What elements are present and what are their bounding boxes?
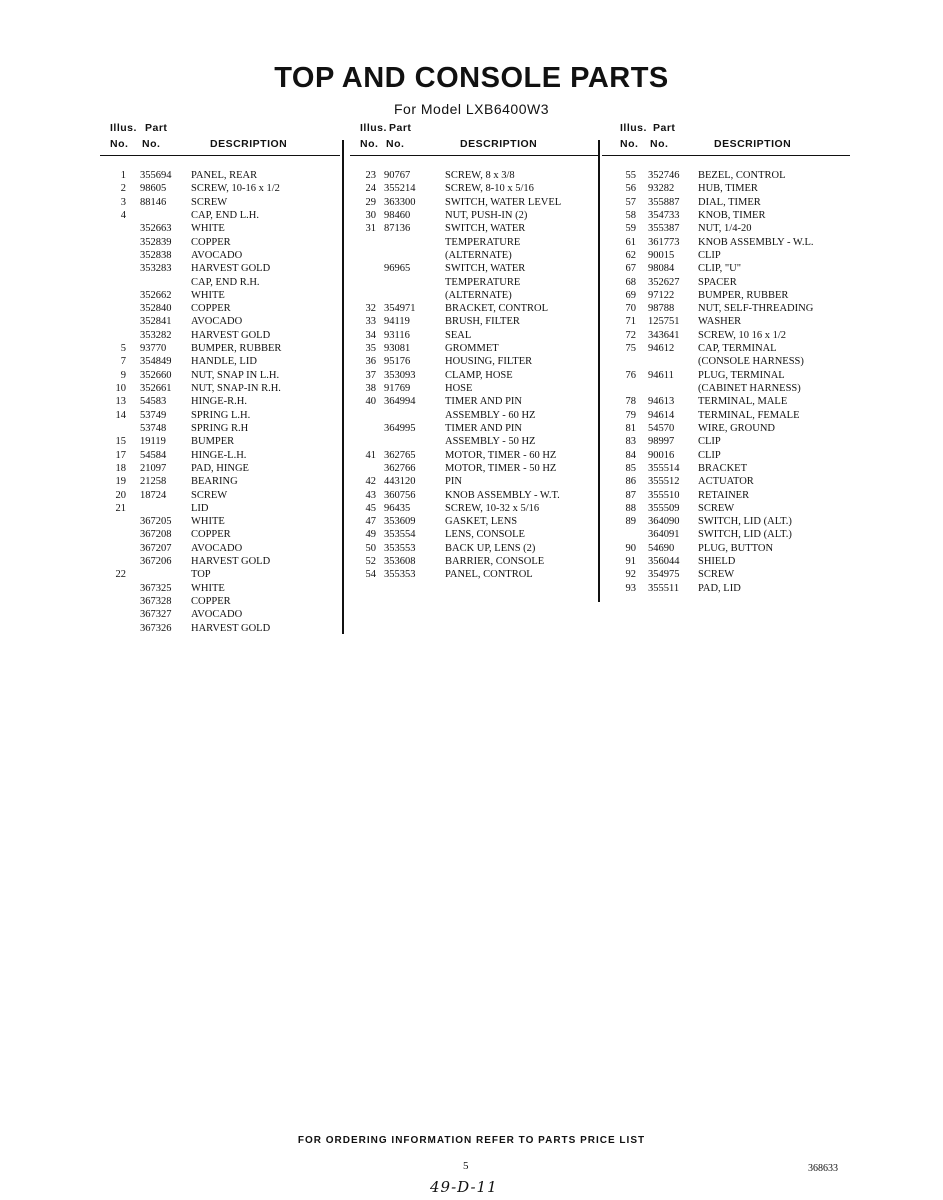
illus-number: 2: [120, 183, 126, 195]
part-number: 96435: [384, 502, 411, 514]
part-description: HINGE-L.H.: [191, 449, 247, 461]
part-description: NUT, 1/4-20: [698, 223, 752, 235]
part-description: TERMINAL, FEMALE: [698, 409, 800, 421]
illus-number: 24: [365, 183, 376, 195]
illus-number: 9: [120, 369, 126, 381]
part-number: 354975: [648, 569, 680, 581]
part-description: SPACER: [698, 276, 737, 288]
part-description: HINGE-R.H.: [191, 396, 247, 408]
part-number: 352627: [648, 276, 680, 288]
illus-number: 15: [115, 436, 126, 448]
header-part-no: No.: [142, 138, 161, 150]
illus-number: 85: [625, 462, 636, 474]
illus-number: 68: [625, 276, 636, 288]
header-part: Part: [145, 122, 168, 134]
illus-number: 23: [365, 170, 376, 181]
part-description: HARVEST GOLD: [191, 263, 271, 275]
part-number: 354733: [648, 209, 680, 221]
part-number: 355694: [140, 170, 172, 181]
part-number: 98460: [384, 209, 411, 221]
part-number: 355512: [648, 476, 680, 488]
header-illus: Illus.: [110, 122, 137, 134]
illus-number: 36: [365, 356, 376, 368]
illus-number: 87: [625, 489, 636, 501]
illus-number: 62: [625, 249, 636, 261]
illus-number: 21: [115, 502, 126, 514]
part-number: 93081: [384, 343, 411, 355]
part-description: ASSEMBLY - 50 HZ: [445, 436, 536, 448]
part-number: 353608: [384, 556, 416, 568]
part-description: DIAL, TIMER: [698, 196, 761, 208]
part-number: 355509: [648, 502, 680, 514]
part-number: 367325: [140, 582, 172, 594]
part-description: CLIP: [698, 436, 721, 448]
model-subtitle: For Model LXB6400W3: [393, 101, 550, 117]
header-description: DESCRIPTION: [714, 138, 792, 150]
part-description: TIMER AND PIN: [445, 422, 523, 434]
part-number: 91769: [384, 383, 411, 394]
illus-number: 1: [120, 170, 126, 181]
part-description: WHITE: [191, 582, 225, 594]
part-description: SWITCH, LID (ALT.): [698, 529, 792, 541]
illus-number: 33: [365, 316, 376, 328]
column-divider: [598, 140, 600, 602]
part-description: ASSEMBLY - 60 HZ: [445, 409, 536, 421]
illus-number: 30: [365, 209, 376, 221]
part-description: AVOCADO: [191, 542, 243, 554]
part-description: SCREW, 10-16 x 1/2: [191, 183, 280, 195]
part-number: 352840: [140, 303, 172, 315]
part-number: 94613: [648, 396, 675, 408]
part-description: LID: [191, 502, 209, 514]
part-description: BEARING: [191, 476, 238, 488]
part-number: 353093: [384, 369, 416, 381]
illus-number: 90: [625, 542, 636, 554]
part-number: 90016: [648, 449, 675, 461]
part-description: GROMMET: [445, 343, 499, 355]
illus-number: 19: [115, 476, 126, 488]
part-number: 87136: [384, 223, 411, 235]
part-description: BACK UP, LENS (2): [445, 542, 536, 554]
part-description: GASKET, LENS: [445, 516, 518, 528]
illus-number: 57: [625, 196, 636, 208]
illus-number: 61: [625, 236, 636, 248]
part-number: 352662: [140, 289, 172, 301]
part-number: 356044: [648, 556, 680, 568]
part-description: TERMINAL, MALE: [698, 396, 788, 408]
part-number: 98997: [648, 436, 675, 448]
part-description: WHITE: [191, 223, 225, 235]
illus-number: 43: [365, 489, 376, 501]
part-description: HANDLE, LID: [191, 356, 257, 368]
illus-number: 84: [625, 449, 636, 461]
illus-number: 88: [625, 502, 636, 514]
illus-number: 10: [115, 383, 126, 394]
header-rule: [350, 155, 600, 156]
part-number: 367328: [140, 596, 172, 607]
illus-number: 92: [625, 569, 636, 581]
illus-number: 4: [120, 209, 126, 221]
page-title: TOP AND CONSOLE PARTS: [274, 62, 669, 94]
illus-number: 32: [365, 303, 376, 315]
illus-number: 91: [625, 556, 636, 568]
part-number: 367205: [140, 516, 172, 528]
part-description: KNOB, TIMER: [698, 209, 766, 221]
illus-number: 54: [365, 569, 376, 581]
illus-number: 29: [365, 196, 376, 208]
part-number: 352838: [140, 249, 172, 261]
illus-number: 55: [625, 170, 636, 181]
part-number: 353553: [384, 542, 416, 554]
part-description: PAD, LID: [698, 582, 741, 594]
part-number: 90015: [648, 249, 675, 261]
header-illus-no: No.: [110, 138, 129, 150]
illus-number: 14: [115, 409, 126, 421]
illus-number: 75: [625, 343, 636, 355]
part-number: 94612: [648, 343, 675, 355]
part-number: 21258: [140, 476, 167, 488]
page-number: 5: [463, 1160, 469, 1172]
header-illus: Illus.: [620, 122, 647, 134]
part-description: SCREW, 10-32 x 5/16: [445, 502, 540, 514]
header-part-no: No.: [650, 138, 669, 150]
part-description: AVOCADO: [191, 609, 243, 621]
part-description: COPPER: [191, 236, 231, 248]
part-description: (ALTERNATE): [445, 289, 512, 301]
part-number: 364995: [384, 422, 416, 434]
part-number: 93770: [140, 343, 167, 355]
part-number: 367327: [140, 609, 172, 621]
illus-number: 49: [365, 529, 376, 541]
part-number: 54584: [140, 449, 167, 461]
illus-number: 83: [625, 436, 636, 448]
part-description: PLUG, BUTTON: [698, 542, 774, 554]
part-description: SWITCH, WATER: [445, 263, 526, 275]
part-description: NUT, PUSH-IN (2): [445, 209, 528, 221]
part-number: 96965: [384, 263, 411, 275]
part-description: PAD, HINGE: [191, 462, 249, 474]
part-number: 94119: [384, 316, 410, 328]
part-description: AVOCADO: [191, 316, 243, 328]
part-description: (ALTERNATE): [445, 249, 512, 261]
part-description: SPRING L.H.: [191, 409, 251, 421]
part-number: 54583: [140, 396, 167, 408]
column-divider: [342, 140, 344, 634]
part-description: BRACKET: [698, 462, 748, 474]
header-rule: [100, 155, 340, 156]
part-description: NUT, SELF-THREADING: [698, 303, 814, 315]
part-description: SCREW: [191, 196, 228, 208]
illus-number: 67: [625, 263, 636, 275]
part-description: AVOCADO: [191, 249, 243, 261]
part-number: 98605: [140, 183, 167, 195]
illus-number: 34: [365, 329, 376, 341]
illus-number: 52: [365, 556, 376, 568]
part-number: 362766: [384, 462, 416, 474]
illus-number: 81: [625, 422, 636, 434]
part-number: 367326: [140, 622, 172, 634]
document-code: 368633: [808, 1163, 838, 1174]
illus-number: 76: [625, 369, 636, 381]
part-number: 53748: [140, 422, 167, 434]
illus-number: 40: [365, 396, 376, 408]
part-description: SWITCH, LID (ALT.): [698, 516, 792, 528]
part-number: 353609: [384, 516, 416, 528]
header-part-no: No.: [386, 138, 405, 150]
part-number: 367208: [140, 529, 172, 541]
part-description: BUMPER, RUBBER: [698, 289, 789, 301]
illus-number: 78: [625, 396, 636, 408]
part-description: SWITCH, WATER: [445, 223, 526, 235]
part-number: 97122: [648, 289, 675, 301]
part-number: 343641: [648, 329, 680, 341]
illus-number: 5: [120, 343, 126, 355]
header-illus: Illus.: [360, 122, 387, 134]
part-description: HOSE: [445, 383, 473, 394]
part-description: SCREW: [698, 502, 735, 514]
part-description: SCREW, 8-10 x 5/16: [445, 183, 534, 195]
part-number: 361773: [648, 236, 680, 248]
part-number: 94611: [648, 369, 674, 381]
part-description: KNOB ASSEMBLY - W.T.: [445, 489, 560, 501]
part-number: 95176: [384, 356, 411, 368]
handwritten-note: 49-D-11: [430, 1178, 498, 1196]
part-number: 352661: [140, 383, 172, 394]
header-part: Part: [389, 122, 412, 134]
header-illus-no: No.: [360, 138, 379, 150]
illus-number: 3: [120, 196, 126, 208]
part-description: SPRING R.H: [191, 422, 249, 434]
part-number: 354849: [140, 356, 172, 368]
illus-number: 22: [115, 569, 126, 581]
illus-number: 38: [365, 383, 376, 394]
illus-number: 35: [365, 343, 376, 355]
illus-number: 56: [625, 183, 636, 195]
part-description: CAP, END L.H.: [191, 209, 259, 221]
part-description: SHIELD: [698, 556, 736, 568]
part-description: COPPER: [191, 596, 231, 607]
part-description: CAP, END R.H.: [191, 276, 260, 288]
part-description: BRACKET, CONTROL: [445, 303, 549, 315]
part-number: 21097: [140, 462, 167, 474]
part-number: 352660: [140, 369, 172, 381]
part-number: 443120: [384, 476, 416, 488]
part-number: 93116: [384, 329, 410, 341]
part-number: 355387: [648, 223, 680, 235]
part-number: 355887: [648, 196, 680, 208]
part-description: SCREW, 10 16 x 1/2: [698, 329, 786, 341]
part-description: MOTOR, TIMER - 60 HZ: [445, 449, 557, 461]
illus-number: 45: [365, 502, 376, 514]
illus-number: 89: [625, 516, 636, 528]
header-description: DESCRIPTION: [210, 138, 288, 150]
part-description: BUMPER, RUBBER: [191, 343, 282, 355]
part-description: KNOB ASSEMBLY - W.L.: [698, 236, 814, 248]
part-number: 360756: [384, 489, 416, 501]
part-number: 355214: [384, 183, 416, 195]
illus-number: 58: [625, 209, 636, 221]
part-description: HUB, TIMER: [698, 183, 758, 195]
part-description: TIMER AND PIN: [445, 396, 523, 408]
part-description: HARVEST GOLD: [191, 556, 271, 568]
part-description: SEAL: [445, 329, 472, 341]
illus-number: 47: [365, 516, 376, 528]
illus-number: 71: [625, 316, 636, 328]
part-number: 353554: [384, 529, 416, 541]
part-description: HOUSING, FILTER: [445, 356, 533, 368]
illus-number: 7: [120, 356, 126, 368]
part-number: 90767: [384, 170, 411, 181]
part-description: CAP, TERMINAL: [698, 343, 777, 355]
part-number: 88146: [140, 196, 167, 208]
part-number: 367206: [140, 556, 172, 568]
part-number: 353283: [140, 263, 172, 275]
part-description: TEMPERATURE: [445, 276, 521, 288]
illus-number: 17: [115, 449, 126, 461]
part-number: 54570: [648, 422, 675, 434]
part-description: SCREW: [698, 569, 735, 581]
part-description: WIRE, GROUND: [698, 422, 775, 434]
part-number: 53749: [140, 409, 167, 421]
illus-number: 70: [625, 303, 636, 315]
part-number: 19119: [140, 436, 166, 448]
part-number: 355353: [384, 569, 416, 581]
header-illus-no: No.: [620, 138, 639, 150]
part-description: LENS, CONSOLE: [445, 529, 525, 541]
illus-number: 20: [115, 489, 126, 501]
illus-number: 69: [625, 289, 636, 301]
part-description: WHITE: [191, 516, 225, 528]
part-number: 93282: [648, 183, 675, 195]
part-description: BARRIER, CONSOLE: [445, 556, 545, 568]
illus-number: 13: [115, 396, 126, 408]
illus-number: 93: [625, 582, 636, 594]
illus-number: 72: [625, 329, 636, 341]
illus-number: 86: [625, 476, 636, 488]
part-number: 94614: [648, 409, 675, 421]
part-description: HARVEST GOLD: [191, 622, 271, 634]
part-description: ACTUATOR: [698, 476, 754, 488]
part-description: BUMPER: [191, 436, 235, 448]
illus-number: 79: [625, 409, 636, 421]
part-description: CLIP: [698, 449, 721, 461]
illus-number: 50: [365, 542, 376, 554]
part-description: BEZEL, CONTROL: [698, 170, 786, 181]
part-description: WASHER: [698, 316, 742, 328]
header-part: Part: [653, 122, 676, 134]
header-rule: [602, 155, 850, 156]
part-number: 354971: [384, 303, 416, 315]
part-description: SWITCH, WATER LEVEL: [445, 196, 562, 208]
part-description: MOTOR, TIMER - 50 HZ: [445, 462, 557, 474]
part-number: 367207: [140, 542, 172, 554]
part-description: PANEL, CONTROL: [445, 569, 533, 581]
part-description: BRUSH, FILTER: [445, 316, 520, 328]
part-description: PLUG, TERMINAL: [698, 369, 785, 381]
illus-number: 41: [365, 449, 376, 461]
part-number: 364091: [648, 529, 680, 541]
part-number: 364090: [648, 516, 680, 528]
part-description: TEMPERATURE: [445, 236, 521, 248]
part-description: RETAINER: [698, 489, 750, 501]
part-number: 355511: [648, 582, 680, 594]
part-number: 353282: [140, 329, 172, 341]
part-number: 363300: [384, 196, 416, 208]
part-number: 352663: [140, 223, 172, 235]
part-description: CLIP, "U": [698, 263, 741, 275]
part-description: SCREW, 8 x 3/8: [445, 170, 515, 181]
illus-number: 37: [365, 369, 376, 381]
part-number: 355510: [648, 489, 680, 501]
part-number: 18724: [140, 489, 167, 501]
part-description: NUT, SNAP-IN R.H.: [191, 383, 281, 394]
part-description: COPPER: [191, 529, 231, 541]
part-number: 364994: [384, 396, 416, 408]
part-number: 362765: [384, 449, 416, 461]
part-description: SCREW: [191, 489, 228, 501]
header-description: DESCRIPTION: [460, 138, 538, 150]
part-description: COPPER: [191, 303, 231, 315]
part-description: WHITE: [191, 289, 225, 301]
part-description: CLAMP, HOSE: [445, 369, 513, 381]
illus-number: 42: [365, 476, 376, 488]
part-number: 352839: [140, 236, 172, 248]
part-number: 54690: [648, 542, 675, 554]
part-number: 98084: [648, 263, 675, 275]
part-description: NUT, SNAP IN L.H.: [191, 369, 280, 381]
part-description: (CONSOLE HARNESS): [698, 356, 804, 368]
part-number: 355514: [648, 462, 680, 474]
part-description: (CABINET HARNESS): [698, 383, 801, 394]
part-number: 352746: [648, 170, 680, 181]
part-number: 125751: [648, 316, 680, 328]
part-number: 98788: [648, 303, 675, 315]
part-description: HARVEST GOLD: [191, 329, 271, 341]
illus-number: 31: [365, 223, 376, 235]
illus-number: 59: [625, 223, 636, 235]
part-description: CLIP: [698, 249, 721, 261]
ordering-note: FOR ORDERING INFORMATION REFER TO PARTS PRICE LIST: [297, 1135, 646, 1146]
part-description: TOP: [191, 569, 211, 581]
illus-number: 18: [115, 462, 126, 474]
part-description: PANEL, REAR: [191, 170, 258, 181]
part-number: 352841: [140, 316, 172, 328]
part-description: PIN: [445, 476, 462, 488]
